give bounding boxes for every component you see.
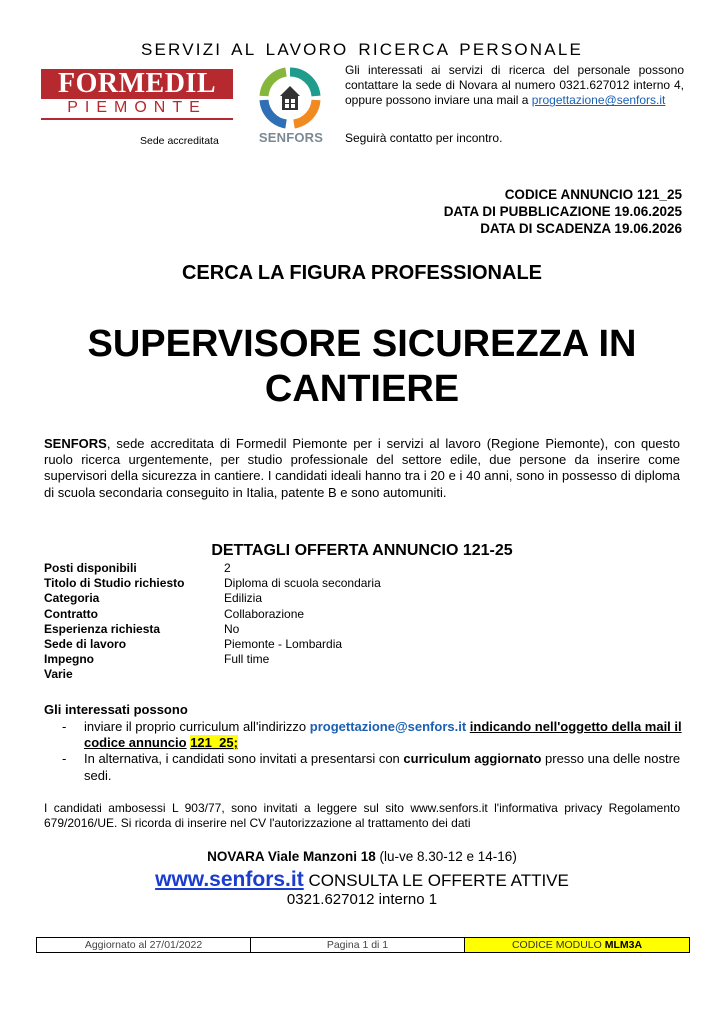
- details-label: Impegno: [44, 652, 94, 667]
- formedil-logo-bottom: PIEMONTE: [41, 99, 233, 120]
- contact-note: [345, 63, 684, 109]
- formedil-logo-top: FORMEDIL: [41, 69, 233, 99]
- bullet1-text: inviare il proprio curriculum all'indirizzo: [84, 719, 307, 734]
- details-label: Titolo di Studio richiesto: [44, 576, 185, 591]
- website-link[interactable]: www.senfors.it: [155, 868, 304, 891]
- bullet2-bold: curriculum aggiornato: [403, 751, 542, 767]
- details-value: Collaborazione: [224, 606, 305, 621]
- footer-module-label: CODICE MODULO: [511, 939, 602, 951]
- list-item: [62, 719, 682, 751]
- details-label: Contratto: [44, 606, 98, 621]
- details-row: [44, 667, 381, 682]
- details-value: Edilizia: [224, 591, 263, 606]
- details-label: Categoria: [44, 591, 100, 606]
- bullet-dash: -: [62, 719, 67, 734]
- privacy-note: I candidati ambosessi L 903/77, sono invitati a leggere sul sito www.senfors.it l'informativa privacy Regolamento 679/2016/UE. Si ricorda di inserire nel CV l'autorizzazione al trattamento dei dati: [44, 801, 680, 831]
- intro-company: SENFORS: [44, 436, 107, 451]
- details-value: Piemonte - Lombardia: [224, 636, 343, 651]
- details-row: [44, 607, 381, 622]
- bullet-dash: -: [62, 751, 67, 767]
- details-row: [44, 652, 381, 667]
- senfors-logo-text: SENFORS: [258, 130, 324, 145]
- details-row: [44, 591, 381, 606]
- details-value: 2: [224, 561, 231, 575]
- announcement-codes: [444, 186, 682, 237]
- details-row: [44, 576, 381, 591]
- contact-note-text: Gli interessati ai servizi di ricerca del personale possono contattare la sede di Novara al numero 0321.627012 interno 4, oppure possono inviare una mail a: [345, 63, 684, 108]
- bullet1-instructions: indicando nell'oggetto della mail il codice annuncio: [84, 719, 682, 751]
- details-row: [44, 561, 381, 576]
- details-label: Posti disponibili: [44, 561, 137, 575]
- intro-text: , sede accreditata di Formedil Piemonte per i servizi al lavoro (Regione Piemonte), con questo ruolo ricerca urgentemente, per studio professionale del settore edile, due persone da inserire come supervisori della sicurezza in cantiere. I candidati ideali hanno tra i 20 e i 40 anni, sono in possesso di diploma di scuola secondaria conseguito in Italia, patente B e sono automuniti.: [44, 436, 680, 500]
- details-table: [44, 561, 381, 683]
- document-footer: [36, 937, 690, 953]
- details-value: Diploma di scuola secondaria: [224, 576, 381, 591]
- bullet1-code: 121_25;: [190, 735, 238, 751]
- job-title-line2: CANTIERE: [264, 368, 460, 410]
- details-row: [44, 622, 381, 637]
- address-bold: NOVARA Viale Manzoni 18: [207, 849, 376, 864]
- office-hours: (lu-ve 8.30-12 e 14-16): [379, 849, 517, 864]
- bullet2-text: In alternativa, i candidati sono invitati a presentarsi con: [84, 751, 400, 767]
- footer-page: Pagina 1 di 1: [251, 938, 465, 952]
- data-pubblicazione: DATA DI PUBBLICAZIONE 19.06.2025: [443, 204, 682, 219]
- contact-followup: Seguirà contatto per incontro.: [345, 131, 503, 145]
- footer-updated: Aggiornato al 27/01/2022: [37, 938, 251, 952]
- consulta-text: CONSULTA LE OFFERTE ATTIVE: [308, 871, 569, 890]
- footer-module-value: MLM3A: [604, 939, 643, 951]
- details-row: [44, 637, 381, 652]
- codice-annuncio: CODICE ANNUNCIO 121_25: [504, 187, 682, 202]
- contact-email-link[interactable]: progettazione@senfors.it: [531, 93, 666, 108]
- intro-paragraph: [44, 436, 680, 501]
- details-value: Full time: [224, 652, 270, 667]
- list-item: [62, 751, 682, 783]
- cerca-heading: CERCA LA FIGURA PROFESSIONALE: [181, 262, 542, 284]
- bullet2-post: presso una delle nostre sedi.: [84, 751, 681, 783]
- interessati-heading: Gli interessati possono: [44, 702, 188, 717]
- sede-accreditata-label: Sede accreditata: [140, 135, 219, 147]
- job-title-line1: SUPERVISORE SICUREZZA IN: [87, 323, 637, 365]
- details-label: Esperienza richiesta: [44, 621, 161, 636]
- bullet1-email-link[interactable]: progettazione@senfors.it: [309, 719, 467, 734]
- header-title: SERVIZI AL LAVORO RICERCA PERSONALE: [140, 40, 584, 59]
- office-address: [0, 849, 724, 864]
- formedil-logo: [41, 69, 233, 117]
- details-label: Varie: [44, 667, 73, 682]
- office-phone: 0321.627012 interno 1: [286, 891, 438, 908]
- data-scadenza: DATA DI SCADENZA 19.06.2026: [480, 221, 682, 236]
- details-value: No: [224, 621, 240, 636]
- footer-module-code: [465, 938, 689, 952]
- website-line: [0, 868, 724, 892]
- interessati-list: [62, 719, 682, 784]
- job-title: [20, 322, 704, 412]
- details-label: Sede di lavoro: [44, 636, 127, 651]
- details-title: DETTAGLI OFFERTA ANNUNCIO 121-25: [211, 542, 513, 559]
